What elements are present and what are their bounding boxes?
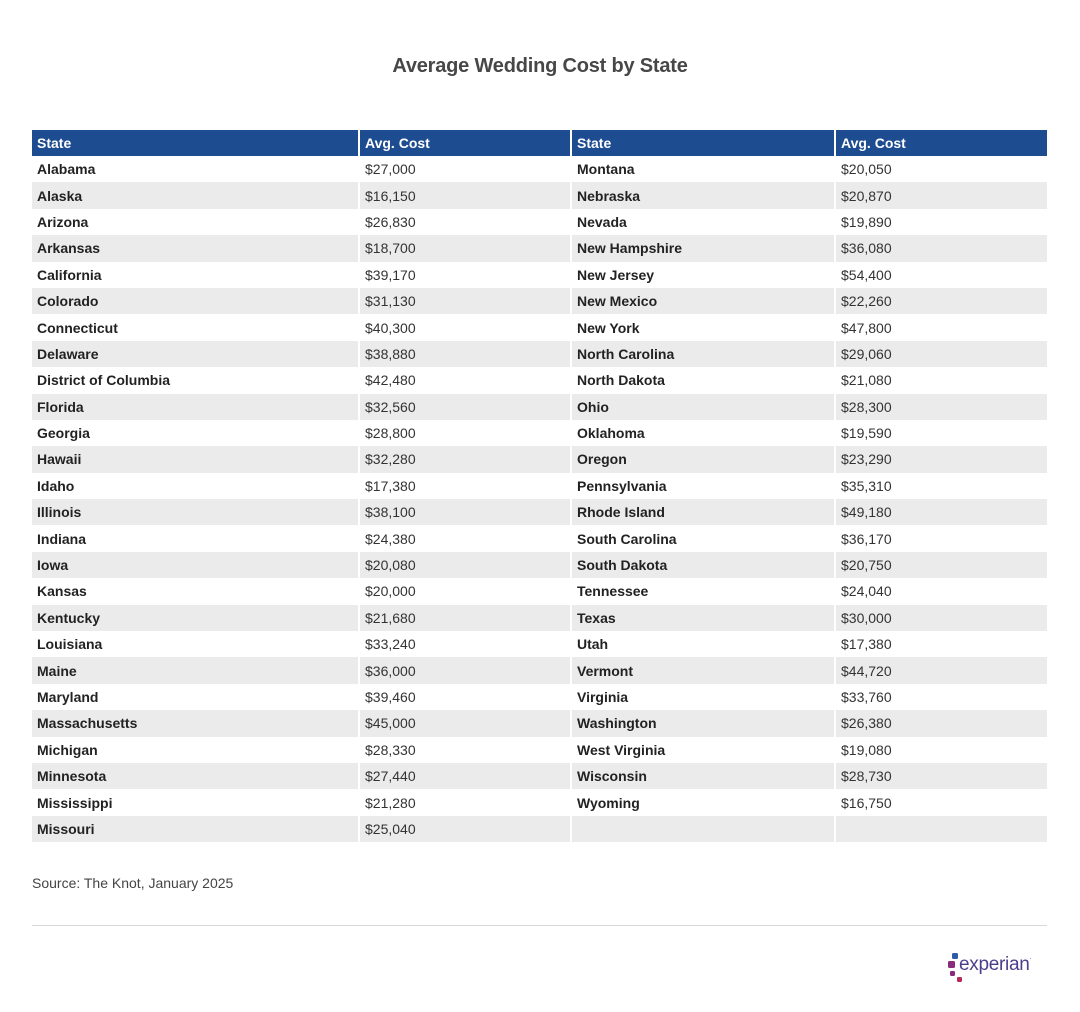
state-cell: Mississippi	[32, 789, 359, 815]
avg-cost-cell: $47,800	[835, 314, 1047, 340]
table-row	[32, 816, 1047, 842]
table-row	[32, 262, 1047, 288]
avg-cost-cell: $35,310	[835, 473, 1047, 499]
state-cell: Minnesota	[32, 763, 359, 789]
header-avg-cost: Avg. Cost	[359, 130, 571, 156]
avg-cost-cell: $36,080	[835, 235, 1047, 261]
table-row	[32, 631, 1047, 657]
avg-cost-cell: $19,890	[835, 209, 1047, 235]
avg-cost-cell: $36,170	[835, 525, 1047, 551]
avg-cost-cell: $17,380	[835, 631, 1047, 657]
page-title: Average Wedding Cost by State	[392, 55, 688, 77]
avg-cost-cell: $40,300	[359, 314, 571, 340]
source-note: Source: The Knot, January 2025	[32, 875, 234, 891]
table-row	[32, 605, 1047, 631]
state-cell: Colorado	[32, 288, 359, 314]
avg-cost-cell: $20,080	[359, 552, 571, 578]
avg-cost-cell: $19,080	[835, 737, 1047, 763]
avg-cost-cell: $21,280	[359, 789, 571, 815]
state-cell: Massachusetts	[32, 710, 359, 736]
avg-cost-cell: $54,400	[835, 262, 1047, 288]
header-avg-cost: Avg. Cost	[835, 130, 1047, 156]
state-cell: Washington	[571, 710, 835, 736]
header-state: State	[32, 130, 359, 156]
state-cell: District of Columbia	[32, 367, 359, 393]
state-cell: Nevada	[571, 209, 835, 235]
avg-cost-cell: $33,760	[835, 684, 1047, 710]
state-cell: North Carolina	[571, 341, 835, 367]
state-cell: Connecticut	[32, 314, 359, 340]
state-cell: New York	[571, 314, 835, 340]
state-cell: Oklahoma	[571, 420, 835, 446]
state-cell: Montana	[571, 156, 835, 182]
state-cell: West Virginia	[571, 737, 835, 763]
avg-cost-cell: $18,700	[359, 235, 571, 261]
state-cell: Missouri	[32, 816, 359, 842]
avg-cost-cell: $31,130	[359, 288, 571, 314]
avg-cost-cell: $20,000	[359, 578, 571, 604]
divider	[32, 925, 1047, 926]
state-cell: Pennsylvania	[571, 473, 835, 499]
avg-cost-cell: $32,560	[359, 394, 571, 420]
state-cell: North Dakota	[571, 367, 835, 393]
table-header-row	[32, 130, 1047, 156]
wedding-cost-table	[32, 130, 1047, 842]
state-cell: Maine	[32, 657, 359, 683]
table-row	[32, 684, 1047, 710]
state-cell: Hawaii	[32, 446, 359, 472]
state-cell: Utah	[571, 631, 835, 657]
table-row	[32, 525, 1047, 551]
state-cell: Ohio	[571, 394, 835, 420]
table-row	[32, 552, 1047, 578]
state-cell: Florida	[32, 394, 359, 420]
state-cell: Rhode Island	[571, 499, 835, 525]
state-cell: Georgia	[32, 420, 359, 446]
table-row	[32, 367, 1047, 393]
state-cell: Indiana	[32, 525, 359, 551]
state-cell: South Carolina	[571, 525, 835, 551]
state-cell: Illinois	[32, 499, 359, 525]
avg-cost-cell: $20,750	[835, 552, 1047, 578]
state-cell: New Jersey	[571, 262, 835, 288]
table-body	[32, 156, 1047, 842]
avg-cost-cell: $26,830	[359, 209, 571, 235]
state-cell: South Dakota	[571, 552, 835, 578]
state-cell: California	[32, 262, 359, 288]
avg-cost-cell: $27,000	[359, 156, 571, 182]
avg-cost-cell: $26,380	[835, 710, 1047, 736]
table-row	[32, 657, 1047, 683]
state-cell: Oregon	[571, 446, 835, 472]
avg-cost-cell: $32,280	[359, 446, 571, 472]
state-cell: New Mexico	[571, 288, 835, 314]
avg-cost-cell	[835, 816, 1047, 842]
avg-cost-cell: $20,050	[835, 156, 1047, 182]
avg-cost-cell: $23,290	[835, 446, 1047, 472]
table-row	[32, 314, 1047, 340]
avg-cost-cell: $25,040	[359, 816, 571, 842]
avg-cost-cell: $42,480	[359, 367, 571, 393]
state-cell: Texas	[571, 605, 835, 631]
avg-cost-cell: $30,000	[835, 605, 1047, 631]
avg-cost-cell: $28,800	[359, 420, 571, 446]
state-cell: Arkansas	[32, 235, 359, 261]
avg-cost-cell: $16,750	[835, 789, 1047, 815]
state-cell: Alabama	[32, 156, 359, 182]
avg-cost-cell: $38,880	[359, 341, 571, 367]
avg-cost-cell: $49,180	[835, 499, 1047, 525]
state-cell: Alaska	[32, 182, 359, 208]
experian-wordmark: experian.	[959, 954, 1032, 975]
state-cell: Nebraska	[571, 182, 835, 208]
state-cell: Vermont	[571, 657, 835, 683]
state-cell: Maryland	[32, 684, 359, 710]
avg-cost-cell: $28,330	[359, 737, 571, 763]
avg-cost-cell: $28,730	[835, 763, 1047, 789]
table-row	[32, 473, 1047, 499]
state-cell: Michigan	[32, 737, 359, 763]
state-cell: Tennessee	[571, 578, 835, 604]
avg-cost-cell: $28,300	[835, 394, 1047, 420]
avg-cost-cell: $29,060	[835, 341, 1047, 367]
table-row	[32, 763, 1047, 789]
table-row	[32, 235, 1047, 261]
table-row	[32, 499, 1047, 525]
experian-logo	[948, 952, 1048, 986]
state-cell: Kentucky	[32, 605, 359, 631]
avg-cost-cell: $24,040	[835, 578, 1047, 604]
state-cell: Wyoming	[571, 789, 835, 815]
avg-cost-cell: $45,000	[359, 710, 571, 736]
avg-cost-cell: $33,240	[359, 631, 571, 657]
table-row	[32, 288, 1047, 314]
state-cell: Kansas	[32, 578, 359, 604]
state-cell: Arizona	[32, 209, 359, 235]
header-state: State	[571, 130, 835, 156]
avg-cost-cell: $21,680	[359, 605, 571, 631]
state-cell: Iowa	[32, 552, 359, 578]
table-row	[32, 341, 1047, 367]
table-row	[32, 710, 1047, 736]
state-cell	[571, 816, 835, 842]
avg-cost-cell: $16,150	[359, 182, 571, 208]
avg-cost-cell: $20,870	[835, 182, 1047, 208]
state-cell: Delaware	[32, 341, 359, 367]
table-row	[32, 394, 1047, 420]
avg-cost-cell: $39,170	[359, 262, 571, 288]
table-row	[32, 789, 1047, 815]
state-cell: Virginia	[571, 684, 835, 710]
table-row	[32, 737, 1047, 763]
avg-cost-cell: $21,080	[835, 367, 1047, 393]
table-row	[32, 209, 1047, 235]
avg-cost-cell: $19,590	[835, 420, 1047, 446]
table-row	[32, 156, 1047, 182]
state-cell: Wisconsin	[571, 763, 835, 789]
avg-cost-cell: $27,440	[359, 763, 571, 789]
avg-cost-cell: $44,720	[835, 657, 1047, 683]
state-cell: Louisiana	[32, 631, 359, 657]
avg-cost-cell: $22,260	[835, 288, 1047, 314]
avg-cost-cell: $24,380	[359, 525, 571, 551]
table-row	[32, 446, 1047, 472]
avg-cost-cell: $38,100	[359, 499, 571, 525]
avg-cost-cell: $17,380	[359, 473, 571, 499]
table-row	[32, 182, 1047, 208]
avg-cost-cell: $36,000	[359, 657, 571, 683]
state-cell: New Hampshire	[571, 235, 835, 261]
state-cell: Idaho	[32, 473, 359, 499]
avg-cost-cell: $39,460	[359, 684, 571, 710]
table-row	[32, 578, 1047, 604]
table-row	[32, 420, 1047, 446]
